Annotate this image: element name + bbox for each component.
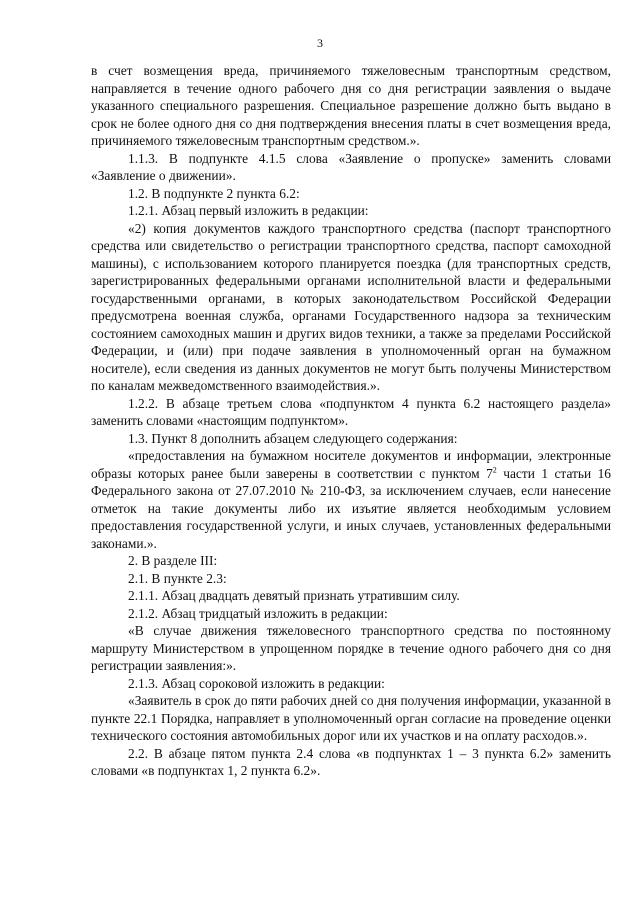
paragraph-2-1-2: 2.1.2. Абзац тридцатый изложить в редакции: xyxy=(128,605,388,621)
paragraph-2-2: 2.2. В абзаце пятом пункта 2.4 слова «в подпунктах 1 – 3 пункта 6.2» заменить словами «в подпунктах 1, 2 пункта 6.2». xyxy=(91,745,611,778)
paragraph-quote-item-2: «2) копия документов каждого транспортного средства (паспорт транспортного средства или свидетельство о регистрации транспортного средства, паспорт самоходной машины), с использованием которого планируется поездка (для транспортных средств, зарегистрированных федеральными органами исполнительной власти и федеральными государственными органами, в которых законодательством Российской Федерации предусмотрена военная служба, органами Государственного надзора за техническим состоянием самоходных машин и других видов техники, а также за пределами Российской Федерации, и (или) при подаче заявления в уполномоченный орган на бумажном носителе), если сведения из данных документов не могут быть получены Министерством по каналам межведомственного взаимодействия.». xyxy=(91,220,611,393)
paragraph-2-1: 2.1. В пункте 2.3: xyxy=(128,570,227,586)
paragraph-quote-documents-before: «предоставления на бумажном носителе документов и информации, электронные образы которых ранее были заверены в соответствии с пунктом 7 xyxy=(91,448,611,481)
paragraph-1-2: 1.2. В подпункте 2 пункта 6.2: xyxy=(128,185,300,201)
paragraph-1-2-1: 1.2.1. Абзац первый изложить в редакции: xyxy=(128,203,369,218)
paragraph-continuation: в счет возмещения вреда, причиняемого тяжеловесным транспортным средством, направляется в течение одного рабочего дня со дня регистрации заявления о выдаче указанного специального разрешения. Специальное разрешение должно быть выдано в срок не более одного дня со дня подтверждения внесения платы в счет возмещения вреда, причиняемого тяжеловесным транспортным средством.». xyxy=(91,63,611,148)
paragraph-quote-applicant: «Заявитель в срок до пяти рабочих дней со дня получения информации, указанной в пункте 22.1 Порядка, направляет в уполномоченный орган согласие на проведение оценки технического состояния автомобильных дорог или их участков и на оплату расходов.». xyxy=(91,693,611,743)
document-body xyxy=(91,62,611,780)
paragraph-2-1-1: 2.1.1. Абзац двадцать девятый признать утратившим силу. xyxy=(128,588,460,603)
paragraph-2-1-3: 2.1.3. Абзац сороковой изложить в редакции: xyxy=(128,675,385,691)
paragraph-1-3: 1.3. Пункт 8 дополнить абзацем следующего содержания: xyxy=(128,430,458,446)
page-number: 3 xyxy=(317,36,323,50)
paragraph-1-2-2: 1.2.2. В абзаце третьем слова «подпунктом 4 пункта 6.2 настоящего раздела» заменить словами «настоящим подпунктом». xyxy=(91,395,611,428)
paragraph-quote-documents-after: части 1 статьи 16 Федерального закона от 27.07.2010 № 210-ФЗ, за исключением случаев, если нанесение отметок на такие документы либо их изъятие является необходимым условием предоставления государственной услуги, и иных случаев, установленных федеральными законами.». xyxy=(91,465,612,551)
superscript-number: 2 xyxy=(492,465,497,475)
paragraph-quote-route: «В случае движения тяжеловесного транспортного средства по постоянному маршруту Министерством в упрощенном порядке в течение одного рабочего дня со дня регистрации заявления:». xyxy=(91,623,611,673)
paragraph-section-2: 2. В разделе III: xyxy=(128,553,218,568)
paragraph-quote-documents xyxy=(91,447,611,552)
paragraph-1-1-3: 1.1.3. В подпункте 4.1.5 слова «Заявление о пропуске» заменить словами «Заявление о движении». xyxy=(91,150,611,183)
